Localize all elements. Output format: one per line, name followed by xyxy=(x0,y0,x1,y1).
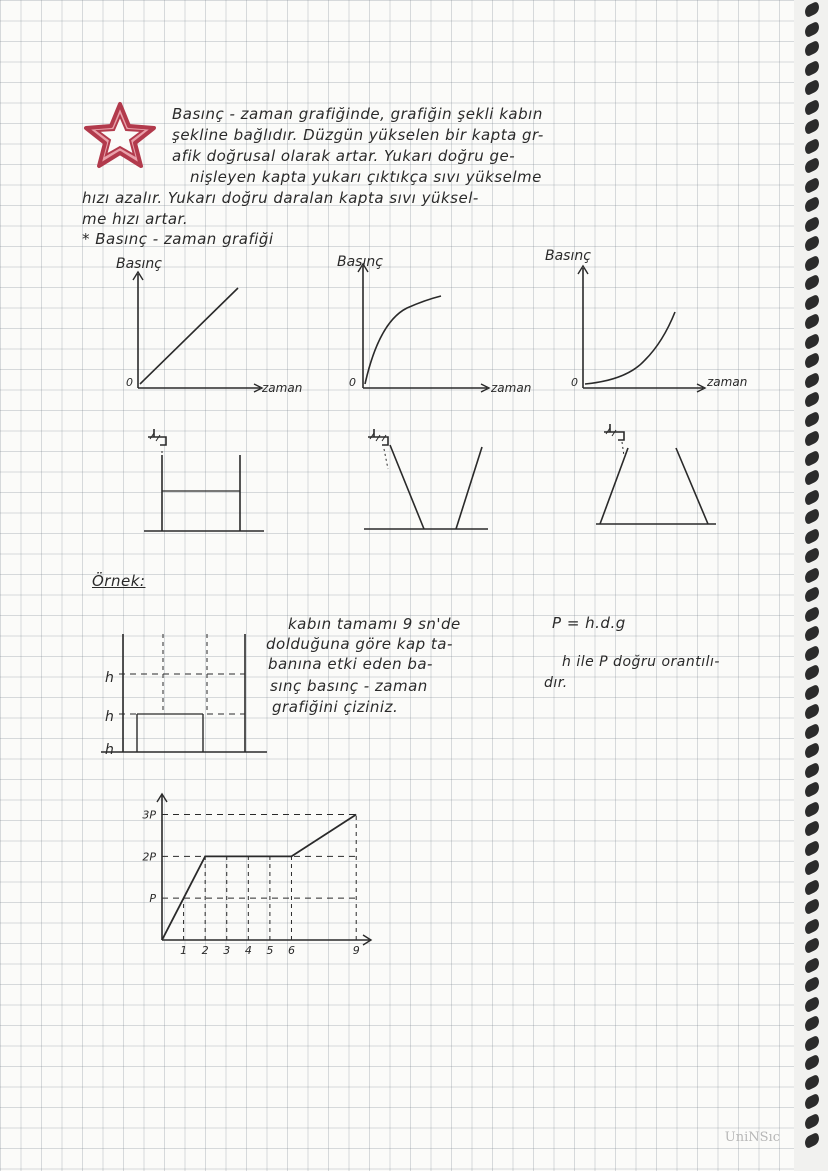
spiral-ring xyxy=(802,469,821,486)
question-line-3: banına etki eden ba- xyxy=(268,655,433,673)
spiral-ring xyxy=(802,489,821,506)
spiral-ring xyxy=(802,333,821,350)
h-label-1: h xyxy=(105,670,114,686)
spiral-ring xyxy=(802,820,821,837)
spiral-ring xyxy=(802,703,821,720)
spiral-ring xyxy=(802,450,821,467)
question-line-2: dolduğuna göre kap ta- xyxy=(266,635,453,653)
spiral-ring xyxy=(802,391,821,408)
h-label-2: h xyxy=(105,709,114,725)
note-line-1: h ile P doğru orantılı- xyxy=(562,654,720,670)
spiral-ring xyxy=(802,138,821,155)
spiral-ring xyxy=(802,1,821,18)
spiral-ring xyxy=(802,937,821,954)
spiral-ring xyxy=(802,976,821,993)
graph-2-y-label: Basınç xyxy=(337,254,383,270)
spiral-binding xyxy=(794,0,828,1171)
graph-2-x-label: zaman xyxy=(491,381,532,395)
spiral-ring xyxy=(802,586,821,603)
graph-linear xyxy=(110,250,320,400)
spiral-ring xyxy=(802,1054,821,1071)
spiral-ring xyxy=(802,216,821,233)
container-narrowing xyxy=(592,420,722,532)
question-line-1: kabın tamamı 9 sn'de xyxy=(288,615,461,633)
intro-line-3: afik doğrusal olarak artar. Yukarı doğru ge- xyxy=(172,147,516,165)
spiral-ring xyxy=(802,294,821,311)
y-tick-label: 2P xyxy=(142,850,156,864)
spiral-ring xyxy=(802,118,821,135)
watermark: UniNSıc xyxy=(724,1130,780,1145)
spiral-ring xyxy=(802,313,821,330)
container-widening xyxy=(360,425,495,540)
intro-line-4: nişleyen kapta yukarı çıktıkça sıvı yükselme xyxy=(190,168,542,186)
spiral-ring xyxy=(802,957,821,974)
spiral-ring xyxy=(802,1074,821,1091)
spiral-ring xyxy=(802,547,821,564)
formula: P = h.d.g xyxy=(552,614,626,632)
spiral-ring xyxy=(802,430,821,447)
graph-1-x-label: zaman xyxy=(262,381,303,395)
spiral-ring xyxy=(802,742,821,759)
intro-line-1: Basınç - zaman grafiğinde, grafiğin şekli kabın xyxy=(172,105,543,123)
spiral-ring xyxy=(802,781,821,798)
spiral-ring xyxy=(802,528,821,545)
pressure-time-chart xyxy=(130,790,390,970)
spiral-ring xyxy=(802,684,821,701)
spiral-ring xyxy=(802,235,821,252)
spiral-ring xyxy=(802,625,821,642)
spiral-ring xyxy=(802,1035,821,1052)
graph-3-x-label: zaman xyxy=(707,375,748,389)
section-title: * Basınç - zaman grafiği xyxy=(82,230,274,248)
star-icon xyxy=(82,100,158,170)
spiral-ring xyxy=(802,664,821,681)
question-line-5: grafiğini çiziniz. xyxy=(272,698,399,716)
spiral-ring xyxy=(802,567,821,584)
spiral-ring xyxy=(802,99,821,116)
spiral-ring xyxy=(802,60,821,77)
spiral-ring xyxy=(802,508,821,525)
spiral-ring xyxy=(802,606,821,623)
x-tick-label: 4 xyxy=(244,944,252,957)
graph-3-origin: 0 xyxy=(571,376,578,389)
graph-concave xyxy=(335,250,560,400)
spiral-ring xyxy=(802,274,821,291)
graph-2-origin: 0 xyxy=(349,376,356,389)
spiral-ring xyxy=(802,40,821,57)
x-tick-label: 1 xyxy=(180,944,188,957)
graph-convex xyxy=(545,244,775,400)
spiral-ring xyxy=(802,1093,821,1110)
spiral-ring xyxy=(802,1015,821,1032)
y-tick-label: 3P xyxy=(142,808,156,822)
spiral-ring xyxy=(802,177,821,194)
graph-1-y-label: Basınç xyxy=(116,256,162,272)
spiral-ring xyxy=(802,79,821,96)
x-tick-label: 3 xyxy=(223,944,231,957)
container-straight xyxy=(140,425,280,540)
intro-line-2: şekline bağlıdır. Düzgün yükselen bir kapta gr- xyxy=(172,126,544,144)
spiral-ring xyxy=(802,898,821,915)
x-tick-label: 5 xyxy=(266,944,274,957)
intro-line-6: me hızı artar. xyxy=(82,210,189,228)
spiral-ring xyxy=(802,762,821,779)
stepped-container xyxy=(95,624,275,760)
h-label-3: h xyxy=(105,742,114,758)
question-line-4: sınç basınç - zaman xyxy=(270,677,428,695)
spiral-ring xyxy=(802,723,821,740)
spiral-ring xyxy=(802,21,821,38)
pressure-series-line xyxy=(162,815,356,940)
spiral-ring xyxy=(802,859,821,876)
spiral-ring xyxy=(802,918,821,935)
spiral-ring xyxy=(802,255,821,272)
x-tick-label: 2 xyxy=(201,944,209,957)
note-line-2: dır. xyxy=(544,675,568,691)
spiral-ring xyxy=(802,372,821,389)
spiral-ring xyxy=(802,645,821,662)
spiral-ring xyxy=(802,1113,821,1130)
x-tick-label: 6 xyxy=(287,944,295,957)
spiral-ring xyxy=(802,801,821,818)
spiral-ring xyxy=(802,1132,821,1149)
intro-line-5: hızı azalır. Yukarı doğru daralan kapta sıvı yüksel- xyxy=(82,189,479,207)
spiral-ring xyxy=(802,840,821,857)
spiral-ring xyxy=(802,196,821,213)
graph-1-origin: 0 xyxy=(126,376,133,389)
y-tick-label: P xyxy=(149,892,156,906)
spiral-ring xyxy=(802,879,821,896)
spiral-ring xyxy=(802,996,821,1013)
spiral-ring xyxy=(802,157,821,174)
x-tick-label: 9 xyxy=(352,944,360,957)
graph-3-y-label: Basınç xyxy=(545,248,591,264)
spiral-ring xyxy=(802,352,821,369)
spiral-ring xyxy=(802,411,821,428)
example-title: Örnek: xyxy=(92,572,146,590)
